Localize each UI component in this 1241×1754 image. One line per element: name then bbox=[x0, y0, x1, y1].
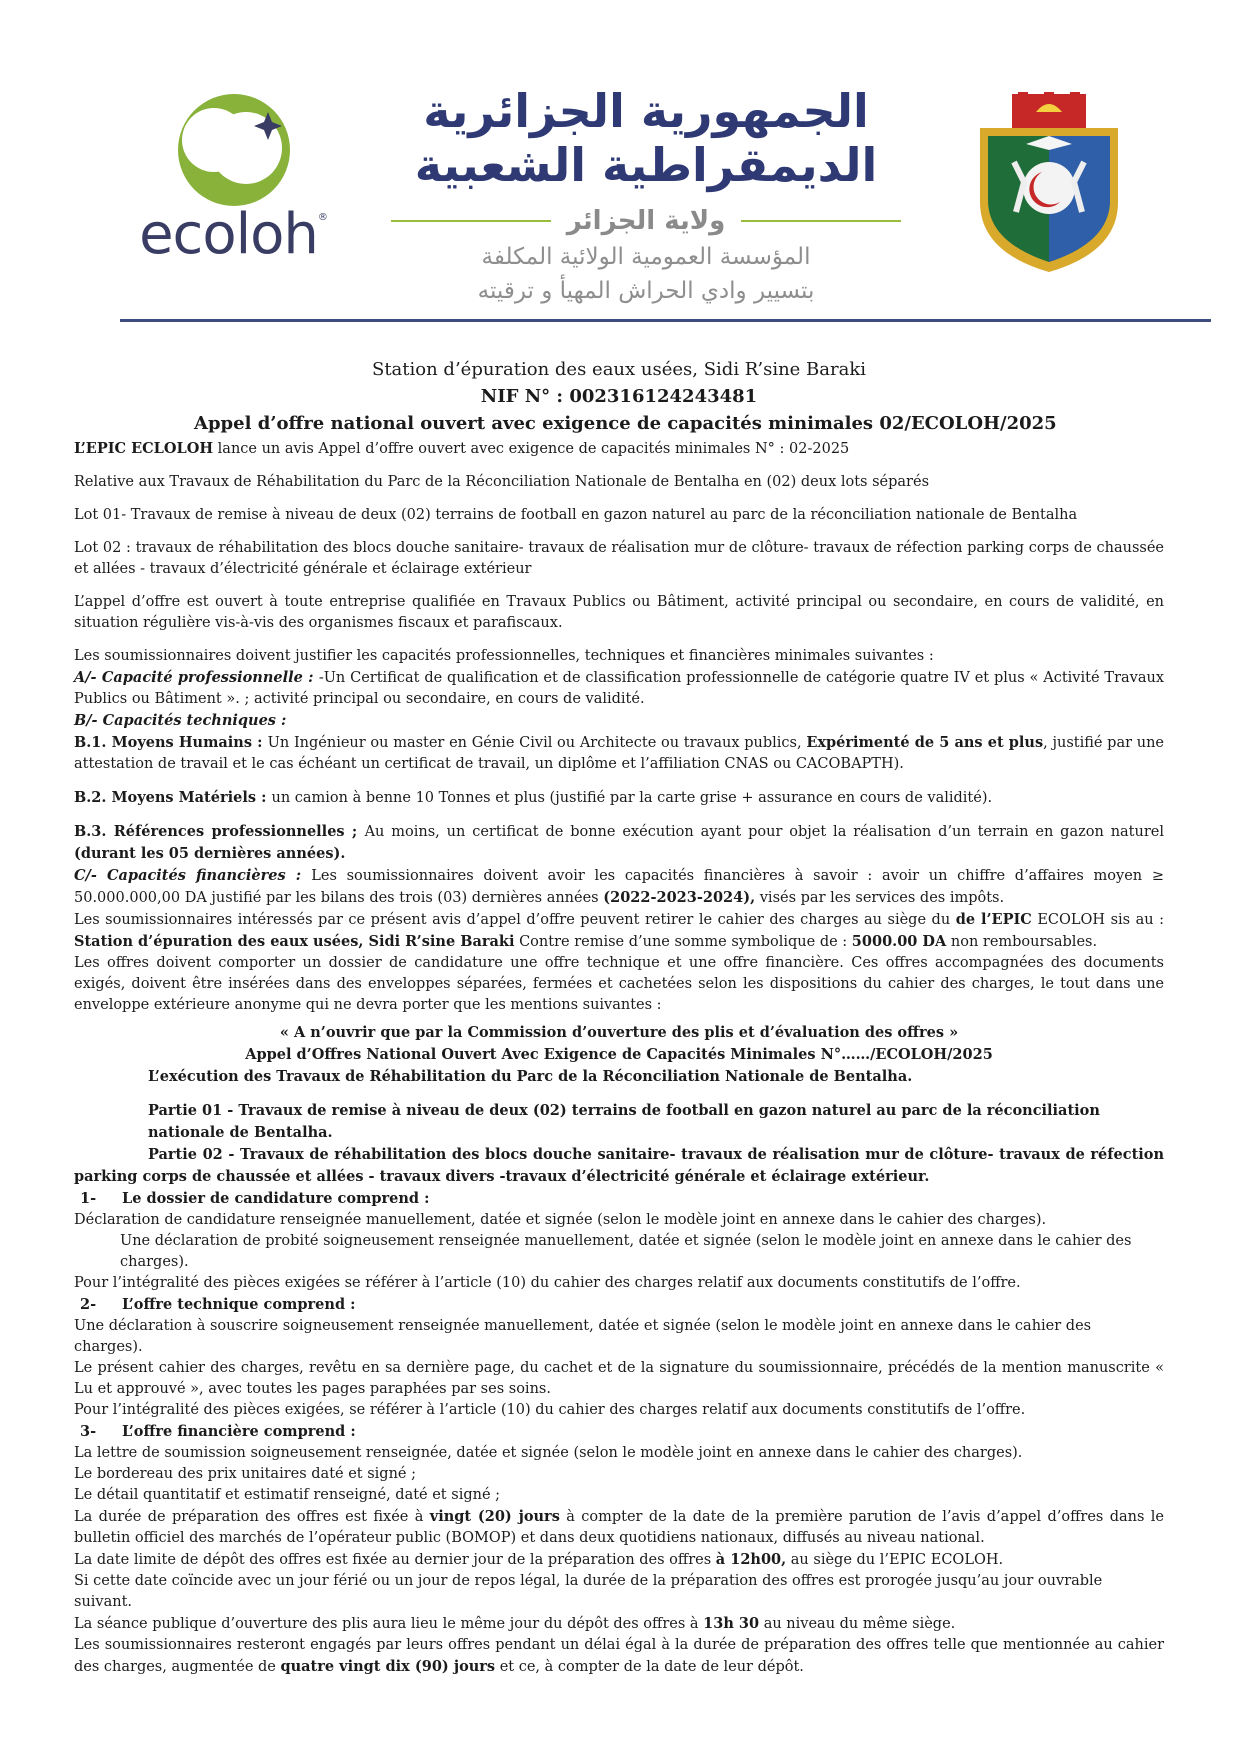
requirement-c: C/- Capacités financières : Les soumissionnaires doivent avoir les capacités financières à savoir : avoir un chiffre d’affaires moyen ≥ 50.000.000,00 DA justifié par les bilans des trois (03) dernières années (2022-2023-2024), visés par les services des impôts. bbox=[74, 867, 1164, 906]
offers-paragraph: Les offres doivent comporter un dossier de candidature une offre technique et une offre financière. Ces offres accompagnées des documents exigés, doivent être insérées dans des enveloppes séparées, fermées et cachetées selon les dispositions du cahier des charges, le tout dans une enveloppe extérieure anonyme qui ne devra porter que les mentions suivantes : bbox=[74, 955, 1164, 1013]
withdrawal-paragraph: Les soumissionnaires intéressés par ce présent avis d’appel d’offre peuvent retirer le cahier des charges au siège du de l’EPIC ECOLOH sis au : Station d’épuration des eaux usées, Sidi R’sine Baraki Contre remise d’une somme symbolique de : 5000.00 DA non remboursables. bbox=[74, 911, 1164, 950]
divider bbox=[391, 220, 551, 222]
ecoloh-crescent-star-icon bbox=[118, 88, 348, 208]
lot-2: Lot 02 : travaux de réhabilitation des blocs douche sanitaire- travaux de réalisation mur de clôture- travaux de réfection parking corps de chaussée et allées - travaux d’électricité générale et éclairage extérieur bbox=[74, 540, 1164, 577]
deadline-paragraph: La date limite de dépôt des offres est fixée au dernier jour de la préparation des offres à 12h00, au siège du l’EPIC ECOLOH. bbox=[74, 1551, 1004, 1568]
envelope-mention-3: L’exécution des Travaux de Réhabilitation du Parc de la Réconciliation Nationale de Bentalha. bbox=[148, 1068, 913, 1085]
section-2-item: Pour l’intégralité des pièces exigées, se référer à l’article (10) du cahier des charges relatif aux documents constitutifs de l’offre. bbox=[74, 1402, 1026, 1418]
emblem bbox=[974, 92, 1124, 274]
arabic-institution-line2: بتسيير وادي الحراش المهيأ و ترقيته bbox=[477, 278, 815, 304]
letterhead bbox=[0, 0, 1241, 330]
station-line: Station d’épuration des eaux usées, Sidi R’sine Baraki bbox=[371, 359, 867, 380]
section-1-item: Pour l’intégralité des pièces exigées se référer à l’article (10) du cahier des charges relatif aux documents constitutifs de l’offre. bbox=[74, 1275, 1021, 1291]
section-2-heading: 2- L’offre technique comprend : bbox=[80, 1296, 356, 1313]
part-01: Partie 01 - Travaux de remise à niveau de deux (02) terrains de football en gazon naturel au parc de la réconciliation nationale de Bentalha. bbox=[148, 1102, 1100, 1141]
section-3-item: Le détail quantitatif et estimatif renseigné, daté et signé ; bbox=[74, 1487, 501, 1503]
relative-line: Relative aux Travaux de Réhabilitation du Parc de la Réconciliation Nationale de Bentalha en (02) deux lots séparés bbox=[74, 474, 930, 490]
notice-body bbox=[74, 356, 1164, 1678]
section-3-item: La lettre de soumission soigneusement renseignée, datée et signée (selon le modèle joint en annexe dans le cahier des charges). bbox=[74, 1445, 1023, 1461]
section-3-item: Le bordereau des prix unitaires daté et signé ; bbox=[74, 1466, 417, 1482]
lot-1: Lot 01- Travaux de remise à niveau de deux (02) terrains de football en gazon naturel au parc de la réconciliation nationale de Bentalha bbox=[74, 507, 1078, 523]
duration-paragraph: La durée de préparation des offres est fixée à vingt (20) jours à compter de la date de la première parution de l’avis d’appel d’offres dans le bulletin officiel des marchés de l’opérateur public (BOMOP) et dans deux quotidiens nationaux, diffusés au niveau national. bbox=[74, 1508, 1165, 1546]
validity-paragraph: Les soumissionnaires resteront engagés par leurs offres pendant un délai égal à la durée de préparation des offres telle que mentionnée au cahier des charges, augmentée de quatre vingt dix (90) jours et ce, à compter de la date de leur dépôt. bbox=[74, 1637, 1164, 1675]
section-3-heading: 3- L’offre financière comprend : bbox=[80, 1423, 356, 1440]
section-1-item: Une déclaration de probité soigneusement renseignée manuellement, datée et signée (selon le modèle joint en annexe dans le cahier des charges). bbox=[120, 1233, 1132, 1270]
divider bbox=[741, 220, 901, 222]
requirement-b2: B.2. Moyens Matériels : un camion à benne 10 Tonnes et plus (justifié par la carte grise + assurance en cours de validité). bbox=[74, 789, 993, 806]
requirement-a: A/- Capacité professionnelle : -Un Certificat de qualification et de classification professionnelle de catégorie quatre IV et plus « Activité Travaux Publics ou Bâtiment ». ; activité principal ou secondaire, en cours de validité. bbox=[74, 669, 1164, 707]
section-2-item: Une déclaration à souscrire soigneusement renseignée manuellement, datée et signée (selon le modèle joint en annexe dans le cahier des charges). bbox=[74, 1318, 1092, 1355]
eligibility-paragraph: L’appel d’offre est ouvert à toute entreprise qualifiée en Travaux Publics ou Bâtiment, activité principal ou secondaire, en cours de validité, en situation régulière vis-à-vis des organismes fiscaux et parafiscaux. bbox=[74, 594, 1164, 631]
arabic-institution-line1: المؤسسة العمومية الولائية المكلفة bbox=[481, 244, 811, 270]
arabic-letterhead bbox=[366, 78, 926, 308]
requirement-b1: B.1. Moyens Humains : Un Ingénieur ou master en Génie Civil ou Architecte ou travaux publics, Expérimenté de 5 ans et plus, justifié par une attestation de travail et le cas échéant un certificat de travail, un diplôme et l’affiliation CNAS ou CACOBAPTH). bbox=[74, 734, 1165, 772]
wilaya-algiers-coat-of-arms-icon bbox=[974, 92, 1124, 274]
requirement-b-heading: B/- Capacités techniques : bbox=[74, 712, 287, 729]
requirement-b3: B.3. Références professionnelles ; Au moins, un certificat de bonne exécution ayant pour objet la réalisation d’un terrain en gazon naturel (durant les 05 dernières années). bbox=[74, 823, 1164, 862]
arabic-wilaya: ولاية الجزائر bbox=[566, 206, 726, 236]
section-1-item: Déclaration de candidature renseignée manuellement, datée et signée (selon le modèle joint en annexe dans le cahier des charges). bbox=[74, 1212, 1047, 1228]
notice-title: Appel d’offre national ouvert avec exigence de capacités minimales 02/ECOLOH/2025 bbox=[194, 413, 1057, 434]
section-2-item: Le présent cahier des charges, revêtu en sa dernière page, du cachet et de la signature du soumissionnaire, précédés de la mention manuscrite « Lu et approuvé », avec toutes les pages paraphées par ses soins. bbox=[74, 1360, 1164, 1397]
arabic-republic-title: الجمهورية الجزائرية الديمقراطية الشعبية bbox=[414, 84, 878, 192]
holiday-paragraph: Si cette date coïncide avec un jour férié ou un jour de repos légal, la durée de la préparation des offres est prorogée jusqu’au jour ouvrable suivant. bbox=[74, 1573, 1103, 1610]
envelope-mention-2: Appel d’Offres National Ouvert Avec Exigence de Capacités Minimales N°……/ECOLOH/2025 bbox=[245, 1046, 993, 1063]
nif-line: NIF N° : 002316124243481 bbox=[480, 386, 758, 407]
header-divider bbox=[120, 319, 1211, 322]
ecoloh-logo bbox=[118, 88, 348, 278]
opening-session-paragraph: La séance publique d’ouverture des plis aura lieu le même jour du dépôt des offres à 13h 30 au niveau du même siège. bbox=[74, 1615, 956, 1632]
part-02: Partie 02 - Travaux de réhabilitation des blocs douche sanitaire- travaux de réalisation mur de clôture- travaux de réfection parking corps de chaussée et allées - travaux divers -travaux d’électricité générale et éclairage extérieur. bbox=[74, 1146, 1164, 1185]
logo-wordmark: ecoloh® bbox=[139, 202, 327, 267]
envelope-mention-1: « A n’ouvrir que par la Commission d’ouverture des plis et d’évaluation des offres » bbox=[279, 1024, 959, 1041]
section-1-heading: 1- Le dossier de candidature comprend : bbox=[80, 1190, 430, 1207]
intro-paragraph: L’EPIC ECLOLOH lance un avis Appel d’offre ouvert avec exigence de capacités minimales N° : 02-2025 bbox=[74, 440, 850, 457]
requirements-intro: Les soumissionnaires doivent justifier les capacités professionnelles, techniques et financières minimales suivantes : bbox=[74, 648, 934, 664]
